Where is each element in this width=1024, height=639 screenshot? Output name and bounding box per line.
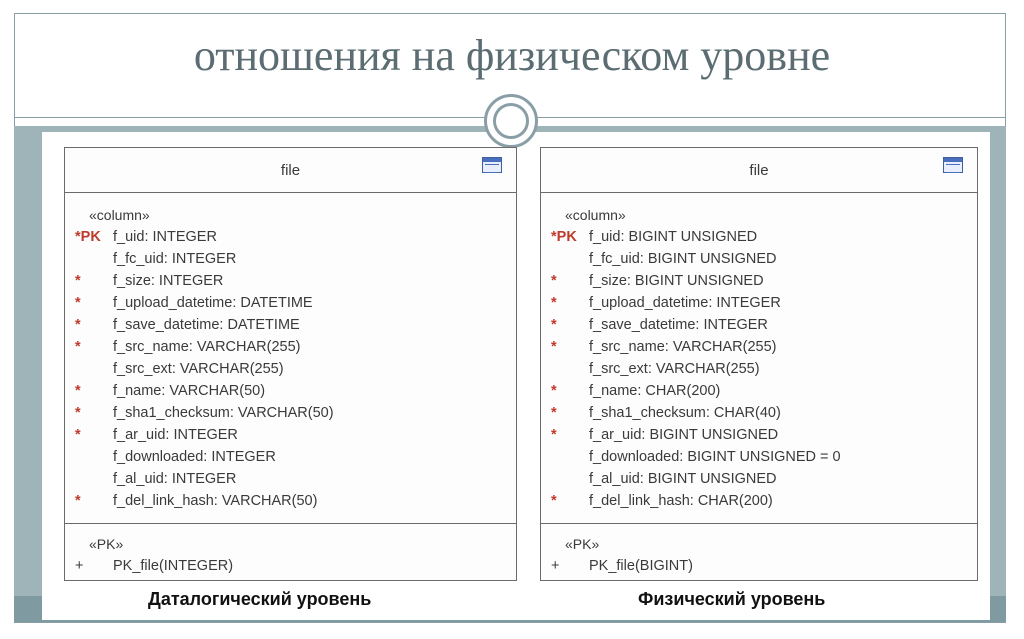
column-text: f_uid: INTEGER: [113, 229, 217, 245]
pk-section: [541, 524, 977, 582]
column-row: [65, 251, 516, 273]
pk-text: PK_file(BIGINT): [589, 558, 693, 574]
caption-right: Физический уровень: [638, 589, 826, 609]
entity-left: [64, 147, 517, 581]
column-row: [541, 251, 977, 273]
column-row: [541, 317, 977, 339]
column-mark: *PK: [75, 229, 101, 245]
column-mark: *PK: [551, 229, 577, 245]
column-row: [541, 383, 977, 405]
column-text: f_name: VARCHAR(50): [113, 383, 266, 399]
column-row: [65, 449, 516, 471]
pk-section: [65, 524, 516, 582]
column-mark: *: [551, 493, 557, 509]
column-text: f_del_link_hash: CHAR(200): [589, 493, 773, 509]
column-text: f_src_ext: VARCHAR(255): [113, 361, 284, 377]
column-section: [65, 193, 516, 524]
column-text: f_upload_datetime: DATETIME: [113, 295, 313, 311]
column-mark: *: [551, 295, 557, 311]
column-text: f_sha1_checksum: VARCHAR(50): [113, 405, 334, 421]
column-mark: *: [75, 427, 81, 443]
column-text: f_src_name: VARCHAR(255): [113, 339, 301, 355]
column-row: [65, 405, 516, 427]
column-row: [65, 229, 516, 251]
column-row: [65, 361, 516, 383]
column-text: f_size: BIGINT UNSIGNED: [589, 273, 764, 289]
column-text: f_downloaded: INTEGER: [113, 449, 276, 465]
column-row: [541, 449, 977, 471]
column-row: [65, 383, 516, 405]
column-text: f_al_uid: BIGINT UNSIGNED: [589, 471, 777, 487]
column-text: f_size: INTEGER: [113, 273, 224, 289]
column-mark: *: [75, 383, 81, 399]
column-row: [65, 295, 516, 317]
column-mark: *: [75, 405, 81, 421]
column-row: [541, 339, 977, 361]
column-row: [541, 427, 977, 449]
entity-name: file: [280, 162, 301, 179]
pk-stereotype: «PK»: [89, 536, 124, 552]
column-mark: *: [75, 339, 81, 355]
entity-header: [541, 148, 977, 193]
column-text: f_src_ext: VARCHAR(255): [589, 361, 760, 377]
table-icon: [943, 157, 963, 173]
column-mark: *: [551, 383, 557, 399]
column-row: [65, 493, 516, 515]
column-mark: *: [75, 317, 81, 333]
slide-title: отношения на физическом уровне: [193, 31, 831, 80]
column-text: f_name: CHAR(200): [589, 383, 721, 399]
column-row: [541, 471, 977, 493]
column-row: [65, 273, 516, 295]
column-text: f_al_uid: INTEGER: [113, 471, 237, 487]
column-row: [541, 273, 977, 295]
column-mark: *: [551, 427, 557, 443]
divider-ornament-icon: [484, 94, 538, 148]
column-row: [65, 339, 516, 361]
column-text: f_uid: BIGINT UNSIGNED: [589, 229, 758, 245]
column-text: f_fc_uid: BIGINT UNSIGNED: [589, 251, 777, 267]
column-row: [541, 493, 977, 515]
column-text: f_src_name: VARCHAR(255): [589, 339, 777, 355]
pk-mark: +: [551, 558, 560, 574]
column-text: f_fc_uid: INTEGER: [113, 251, 237, 267]
column-row: [65, 317, 516, 339]
column-row: [541, 229, 977, 251]
column-row: [65, 427, 516, 449]
column-mark: *: [75, 273, 81, 289]
column-row: [65, 471, 516, 493]
column-mark: *: [551, 317, 557, 333]
column-mark: *: [75, 493, 81, 509]
column-text: f_save_datetime: INTEGER: [589, 317, 768, 333]
pk-stereotype: «PK»: [565, 536, 600, 552]
table-icon: [482, 157, 502, 173]
column-text: f_save_datetime: DATETIME: [113, 317, 300, 333]
column-text: f_downloaded: BIGINT UNSIGNED = 0: [589, 449, 841, 465]
pk-text: PK_file(INTEGER): [113, 558, 234, 574]
column-section: [541, 193, 977, 524]
column-mark: *: [75, 295, 81, 311]
column-mark: *: [551, 339, 557, 355]
pk-mark: +: [75, 558, 84, 574]
column-mark: *: [551, 273, 557, 289]
entity-right: [540, 147, 978, 581]
entity-header: [65, 148, 516, 193]
entity-name: file: [749, 162, 769, 179]
column-text: f_ar_uid: BIGINT UNSIGNED: [589, 427, 779, 443]
column-text: f_upload_datetime: INTEGER: [589, 295, 781, 311]
caption-left: Даталогический уровень: [148, 589, 372, 609]
column-row: [541, 405, 977, 427]
column-row: [541, 361, 977, 383]
column-mark: *: [551, 405, 557, 421]
column-text: f_ar_uid: INTEGER: [113, 427, 238, 443]
column-text: f_del_link_hash: VARCHAR(50): [113, 493, 318, 509]
column-text: f_sha1_checksum: CHAR(40): [589, 405, 781, 421]
column-row: [541, 295, 977, 317]
column-stereotype: «column»: [89, 207, 150, 223]
column-stereotype: «column»: [565, 207, 626, 223]
